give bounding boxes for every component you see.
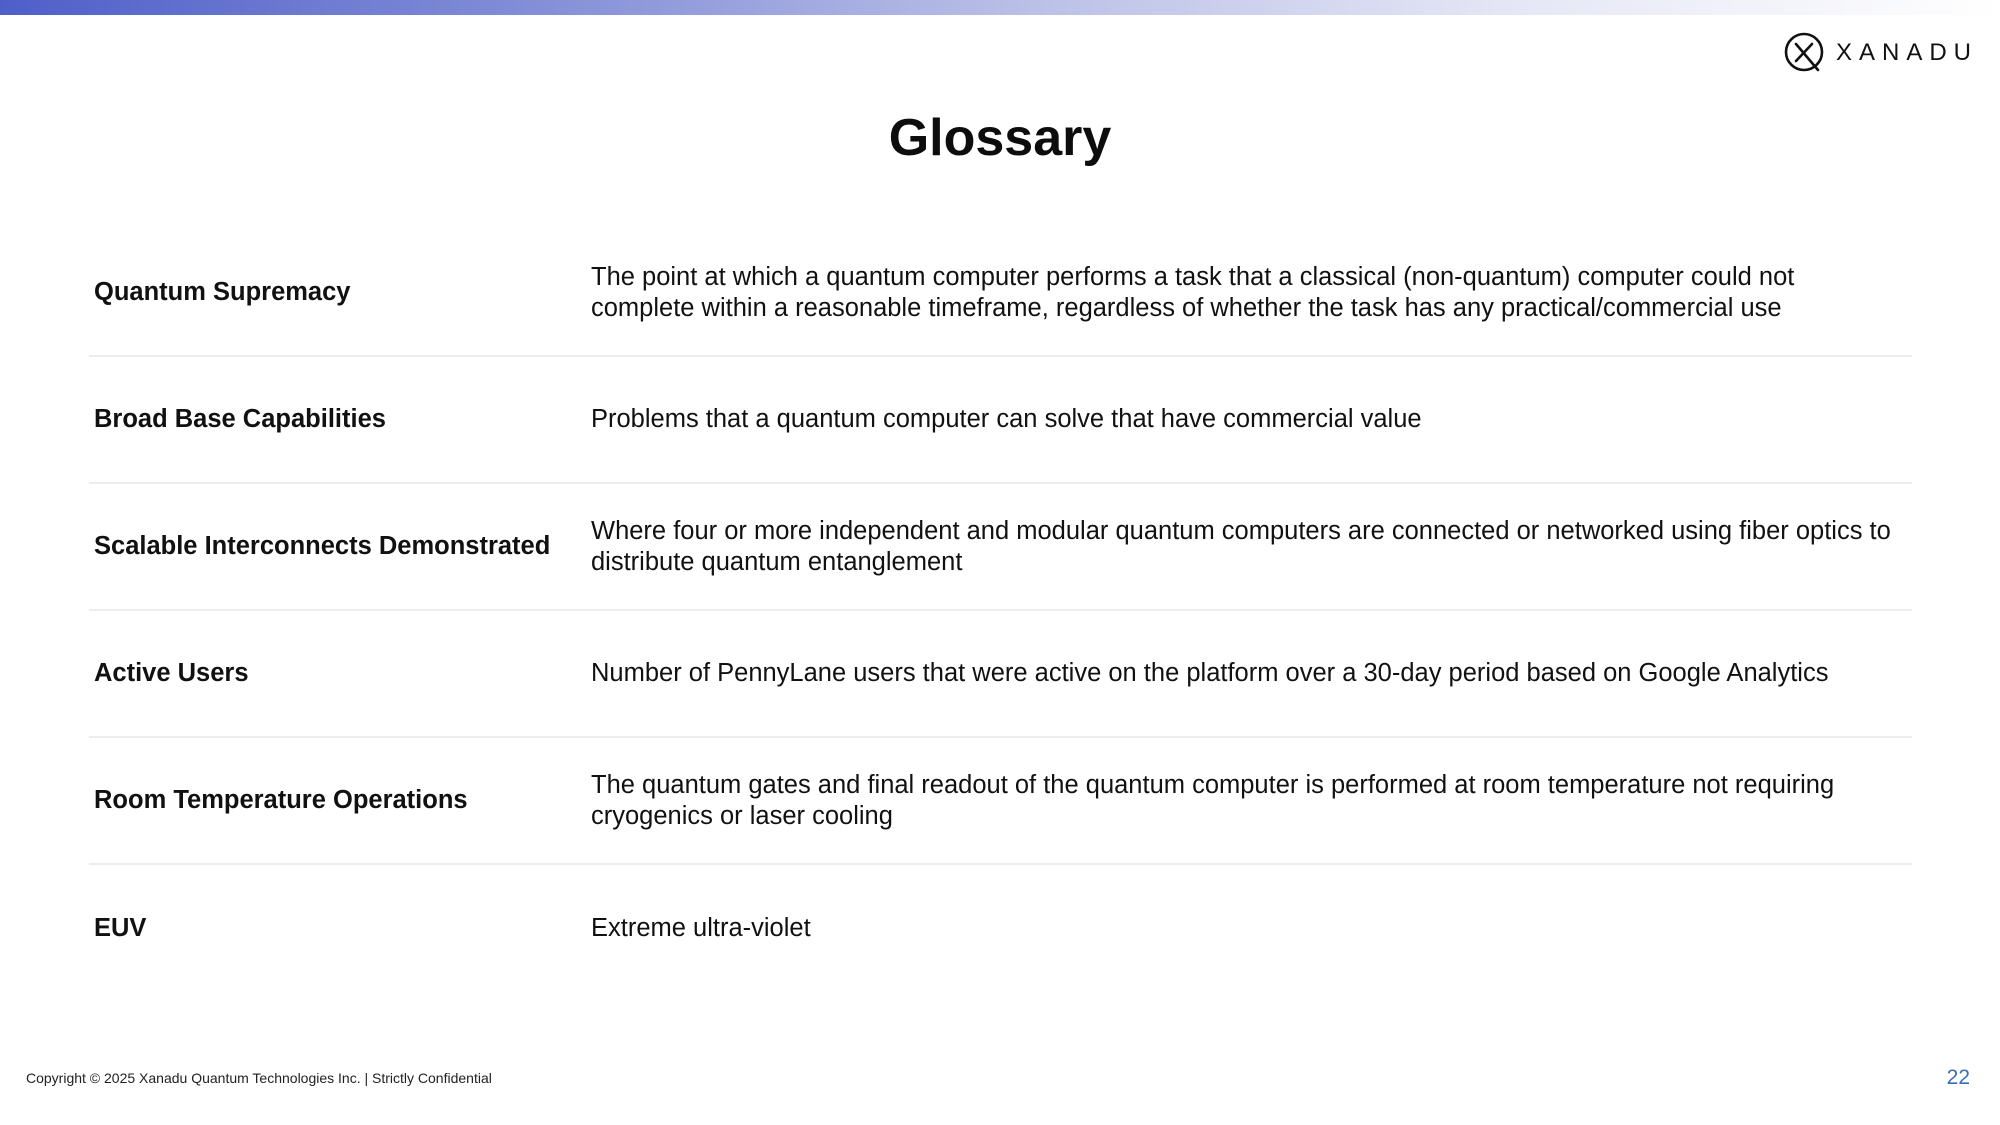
glossary-row [89, 357, 1912, 484]
glossary-definition: Extreme ultra-violet [591, 914, 811, 942]
glossary-term: Quantum Supremacy [94, 278, 351, 306]
glossary-row [89, 738, 1912, 865]
xanadu-logo-icon [1784, 32, 1826, 74]
glossary-definition: The point at which a quantum computer performs a task that a classical (non-quantum) computer could not complete within a reasonable timeframe, regardless of whether the task has any practical/commercial use [591, 262, 1795, 322]
glossary-definition: Number of PennyLane users that were active on the platform over a 30-day period based on Google Analytics [591, 659, 1829, 687]
glossary-term: Active Users [94, 659, 249, 687]
glossary-term: Scalable Interconnects Demonstrated [94, 532, 551, 560]
glossary-row [89, 230, 1912, 357]
glossary-table [89, 230, 1912, 992]
glossary-definition: The quantum gates and final readout of the quantum computer is performed at room temperature not requiring cryogenics or laser cooling [591, 770, 1835, 830]
glossary-row [89, 865, 1912, 992]
brand-logo [1784, 30, 1978, 76]
logo-wordmark: XANADU [1835, 39, 1978, 66]
glossary-term: EUV [94, 914, 147, 942]
glossary-definition: Where four or more independent and modular quantum computers are connected or networked using fiber optics to distribute quantum entanglement [591, 516, 1891, 576]
page-title: Glossary [888, 109, 1112, 167]
glossary-row [89, 484, 1912, 611]
glossary-term: Room Temperature Operations [94, 786, 468, 814]
glossary-definition: Problems that a quantum computer can solve that have commercial value [591, 405, 1422, 433]
footer-copyright: Copyright © 2025 Xanadu Quantum Technologies Inc. | Strictly Confidential [26, 1070, 492, 1086]
glossary-term: Broad Base Capabilities [94, 405, 386, 433]
page-number: 22 [1946, 1066, 1970, 1089]
top-accent-bar [0, 0, 2000, 15]
glossary-row [89, 611, 1912, 738]
